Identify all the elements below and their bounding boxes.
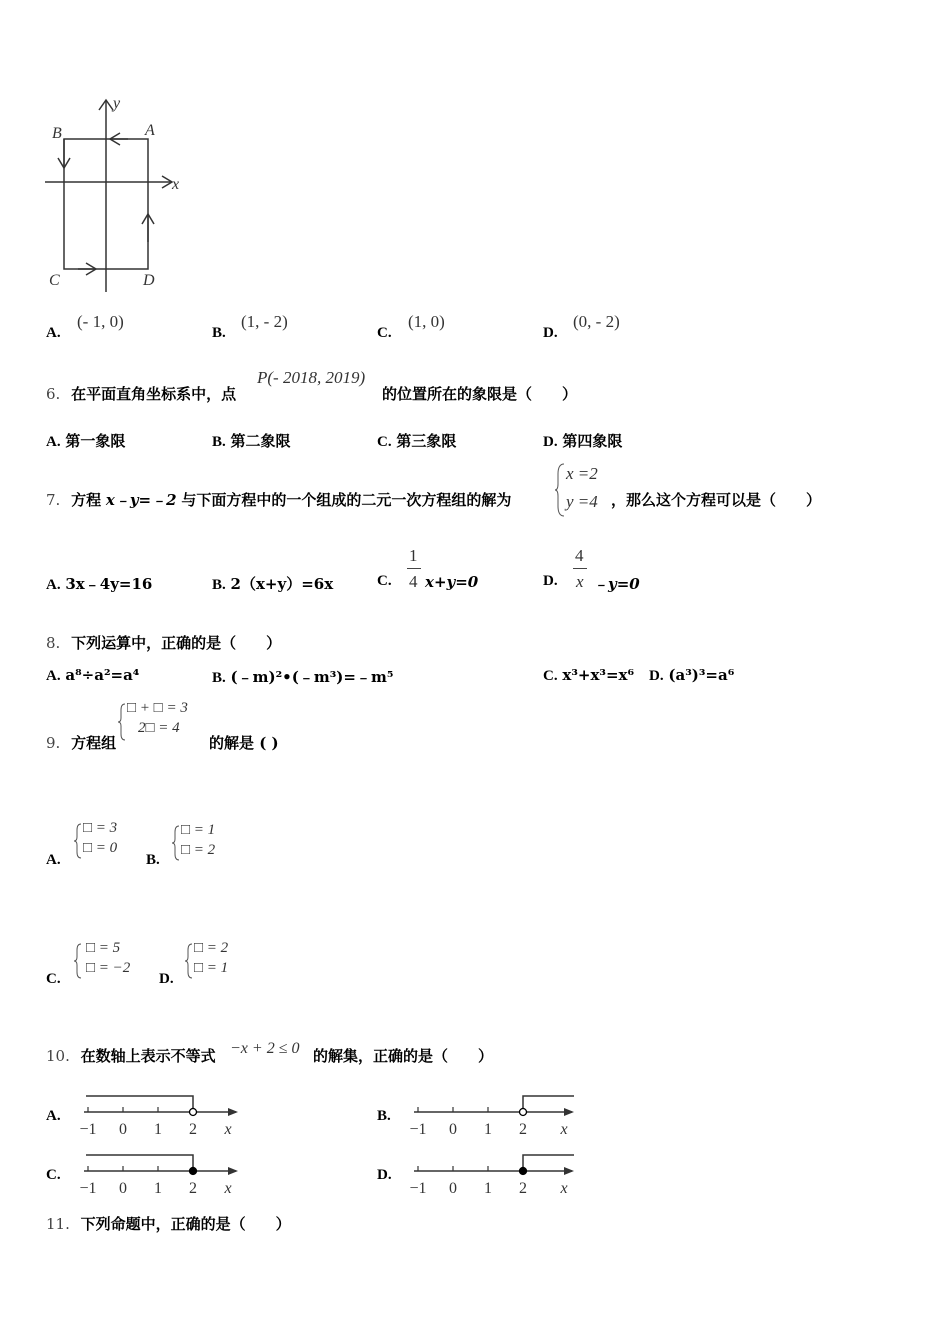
- q8-option-d[interactable]: D. (a³)³=a⁶: [649, 666, 735, 684]
- q9-option-b-line-1: □ = 1: [181, 822, 216, 838]
- closed-endpoint: [520, 1168, 527, 1175]
- closed-endpoint: [190, 1168, 197, 1175]
- solution-ray: [86, 1155, 193, 1171]
- q10-stem: [46, 1045, 216, 1066]
- q7-option-b[interactable]: B. 2（x+y）=6x: [212, 575, 334, 593]
- axis-variable: x: [224, 1180, 232, 1197]
- q6-stem: [46, 383, 236, 404]
- q7-option-c-fraction-bar: [407, 568, 421, 569]
- axis-arrow: [228, 1167, 238, 1175]
- axis-arrow: [564, 1167, 574, 1175]
- q8-option-c[interactable]: C. x³+x³=x⁶: [543, 666, 635, 684]
- q9-text-b: 的解是 ( ): [209, 734, 279, 752]
- q9-option-d-line-2: □ = 1: [194, 960, 229, 976]
- q7-option-d-denominator: x: [576, 572, 584, 591]
- q9-option-c-brace: [73, 942, 83, 980]
- q7-option-a[interactable]: A. 3x﹣4y=16: [46, 575, 153, 593]
- q11-number: 11.: [46, 1215, 70, 1233]
- tick-label: 2: [519, 1121, 527, 1138]
- q7-option-d-numerator: 4: [575, 546, 584, 565]
- q9-system-line-2: 2□ = 4: [138, 720, 180, 736]
- q10-option-b-number-line: [406, 1092, 582, 1140]
- axis-label-y: y: [113, 95, 121, 112]
- q9-option-a-line-2: □ = 0: [83, 840, 118, 856]
- q6-text-after: 的位置所在的象限是（ ）: [382, 385, 578, 403]
- q6-point: P(- 2018, 2019): [257, 368, 366, 387]
- q7-option-c-denominator: 4: [409, 572, 418, 591]
- q9-system-line-1: □ + □ = 3: [127, 700, 188, 716]
- axis-arrow: [564, 1108, 574, 1116]
- q5-option-a-label[interactable]: A.: [46, 325, 61, 341]
- q6-number: 6.: [46, 385, 61, 403]
- q8-option-a[interactable]: A. a⁸÷a²=a⁴: [46, 666, 140, 684]
- q8-option-b[interactable]: B. (﹣m)²•(﹣m³)=﹣m⁵: [212, 668, 394, 686]
- point-label-d: D: [143, 272, 155, 289]
- tick-label: 1: [484, 1121, 492, 1138]
- tick-label: −1: [409, 1121, 427, 1138]
- q11-text: 下列命题中，正确的是（ ）: [80, 1215, 291, 1233]
- point-label-b: B: [52, 125, 62, 142]
- q9-text-a: 方程组: [71, 734, 117, 752]
- q5-option-d-value: (0, - 2): [573, 312, 620, 331]
- tick-label: −1: [79, 1180, 97, 1197]
- q5-option-d-label[interactable]: D.: [543, 325, 558, 341]
- q7-brace: [554, 462, 566, 518]
- q5-option-a-value: (- 1, 0): [77, 312, 124, 331]
- tick-label: 0: [119, 1121, 127, 1138]
- open-endpoint: [520, 1109, 527, 1116]
- q7-option-d-rest: ﹣y=0: [593, 575, 640, 593]
- q6-text-before: 在平面直角坐标系中，点: [71, 385, 237, 403]
- point-label-a: A: [145, 122, 155, 139]
- tick-label: 0: [119, 1180, 127, 1197]
- q9-option-a-label[interactable]: A.: [46, 852, 61, 868]
- q10-number: 10.: [46, 1047, 70, 1065]
- q10-option-a-label[interactable]: A.: [46, 1108, 61, 1124]
- q9-system-brace: [117, 702, 127, 742]
- q7-option-c-numerator: 1: [409, 546, 418, 565]
- q9-option-a-brace: [73, 822, 83, 860]
- q6-option-d[interactable]: D. 第四象限: [543, 432, 623, 450]
- axis-variable: x: [560, 1180, 568, 1197]
- q8-stem: [46, 632, 281, 653]
- q7-text-b: 与下面方程中的一个组成的二元一次方程组的解为: [181, 491, 512, 509]
- q6-option-a[interactable]: A. 第一象限: [46, 432, 126, 450]
- q10-option-b-label[interactable]: B.: [377, 1108, 391, 1124]
- tick-label: 1: [154, 1180, 162, 1197]
- q7-number: 7.: [46, 491, 61, 509]
- q9-option-a-line-1: □ = 3: [83, 820, 118, 836]
- q9-option-c-line-1: □ = 5: [86, 940, 121, 956]
- q7-option-c-label[interactable]: C.: [377, 573, 392, 589]
- q10-text-a: 在数轴上表示不等式: [80, 1047, 216, 1065]
- q5-option-c-label[interactable]: C.: [377, 325, 392, 341]
- q9-option-c-line-2: □ = −2: [86, 960, 131, 976]
- axis-arrow: [228, 1108, 238, 1116]
- q9-option-b-brace: [171, 824, 181, 862]
- q7-option-c-rest: x+y=0: [425, 573, 479, 591]
- tick-label: 2: [189, 1180, 197, 1197]
- q9-option-b-label[interactable]: B.: [146, 852, 160, 868]
- q9-option-d-label[interactable]: D.: [159, 971, 174, 987]
- tick-label: 2: [519, 1180, 527, 1197]
- q10-text-b: 的解集，正确的是（ ）: [313, 1047, 494, 1065]
- solution-ray: [86, 1096, 193, 1112]
- q11-stem: [46, 1213, 291, 1234]
- tick-label: −1: [79, 1121, 97, 1138]
- q6-option-c[interactable]: C. 第三象限: [377, 432, 457, 450]
- open-endpoint: [190, 1109, 197, 1116]
- tick-label: 1: [154, 1121, 162, 1138]
- q7-stem: [46, 489, 511, 510]
- q7-option-d-fraction-bar: [573, 568, 587, 569]
- q7-equation: x﹣y=﹣2: [105, 491, 177, 509]
- q10-option-a-number-line: [76, 1092, 246, 1140]
- q10-inequality: −x + 2 ≤ 0: [230, 1040, 300, 1057]
- tick-label: 0: [449, 1121, 457, 1138]
- q10-option-c-label[interactable]: C.: [46, 1167, 61, 1183]
- q9-number: 9.: [46, 734, 61, 752]
- q7-text-c: ，那么这个方程可以是（ ）: [611, 491, 822, 509]
- q9-option-d-line-1: □ = 2: [194, 940, 229, 956]
- q5-option-b-label[interactable]: B.: [212, 325, 226, 341]
- tick-label: 0: [449, 1180, 457, 1197]
- q6-option-b[interactable]: B. 第二象限: [212, 432, 291, 450]
- q10-option-d-label[interactable]: D.: [377, 1167, 392, 1183]
- q9-stem: [46, 732, 116, 753]
- tick-label: 2: [189, 1121, 197, 1138]
- q8-number: 8.: [46, 634, 61, 652]
- q10-option-d-number-line: [406, 1151, 582, 1199]
- q5-option-c-value: (1, 0): [408, 312, 445, 331]
- q9-option-c-label[interactable]: C.: [46, 971, 61, 987]
- q7-solution-line-1: x =2: [566, 464, 598, 483]
- q7-solution-line-2: y =4: [566, 492, 598, 511]
- q9-option-b-line-2: □ = 2: [181, 842, 216, 858]
- q7-text-a: 方程: [71, 491, 102, 509]
- q5-option-b-value: (1, - 2): [241, 312, 288, 331]
- q10-option-c-number-line: [76, 1151, 246, 1199]
- point-label-c: C: [49, 272, 60, 289]
- q7-option-d-label[interactable]: D.: [543, 573, 558, 589]
- tick-label: −1: [409, 1180, 427, 1197]
- q8-text: 下列运算中，正确的是（ ）: [71, 634, 282, 652]
- tick-label: 1: [484, 1180, 492, 1197]
- q9-option-d-brace: [184, 942, 194, 980]
- axis-label-x: x: [172, 176, 180, 193]
- axis-variable: x: [560, 1121, 568, 1138]
- axis-variable: x: [224, 1121, 232, 1138]
- q5-figure: [40, 92, 200, 294]
